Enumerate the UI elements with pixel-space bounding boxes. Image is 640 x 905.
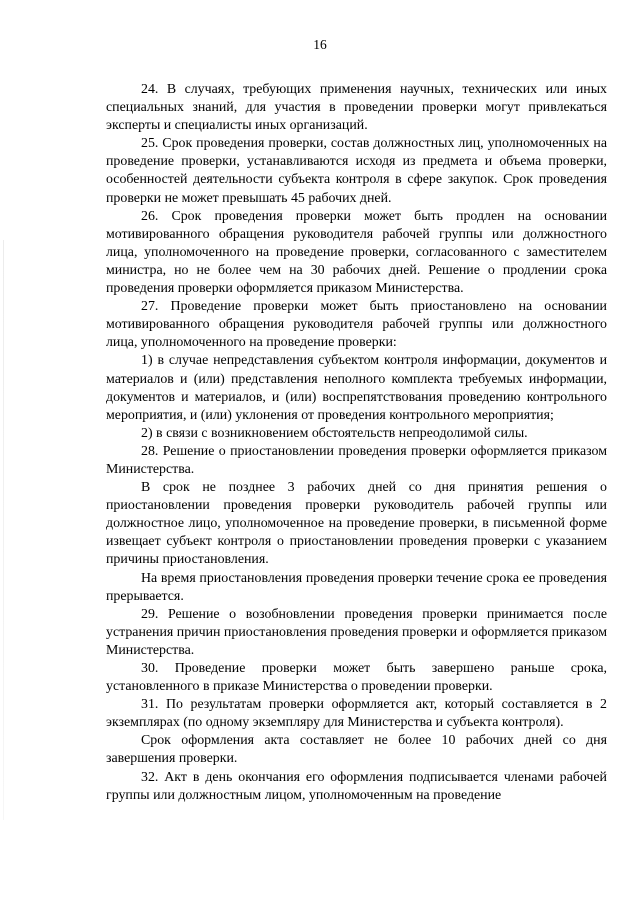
- paragraph-24: 24. В случаях, требующих применения научных, технических или иных специальных знаний, для участия в проведении проверки могут привлекаться эксперты и специалисты иных организаций.: [106, 82, 607, 134]
- paragraph-29: 29. Решение о возобновлении проведения проверки принимается после устранения причин приостановления проведения проверки и оформляется приказом Министерства.: [106, 606, 607, 658]
- paragraph-32: 32. Акт в день окончания его оформления подписывается членами рабочей группы или должностным лицом, уполномоченным на проведение: [106, 769, 607, 803]
- paragraph-31: 31. По результатам проверки оформляется акт, который составляется в 2 экземплярах (по одному экземпляру для Министерства и субъекта контроля).: [106, 697, 607, 731]
- paragraph-28-notice: В срок не позднее 3 рабочих дней со дня принятия решения о приостановлении проведения проверки руководитель рабочей группы или должностное лицо, уполномоченное на проведение проверки, в письменной форме извещает субъект контроля о приостановлении проведения проверки с указанием причины приостановления.: [106, 480, 607, 568]
- paragraph-26: 26. Срок проведения проверки может быть продлен на основании мотивированного обращения руководителя рабочей группы или должностного лица, уполномоченного на проведение проверки, согласованного с заместителем министра, но не более чем на 30 рабочих дней. Решение о продлении срока проведения проверки оформляется приказом Министерства.: [106, 208, 607, 297]
- paragraph-27-item-2: 2) в связи с возникновением обстоятельств непреодолимой силы.: [141, 425, 528, 441]
- paragraph-30: 30. Проведение проверки может быть завершено раньше срока, установленного в приказе Министерства о проведении проверки.: [106, 661, 607, 695]
- document-body: [106, 81, 607, 805]
- paragraph-28: 28. Решение о приостановлении проведения проверки оформляется приказом Министерства.: [106, 443, 607, 477]
- page-number: 16: [313, 37, 327, 52]
- scan-edge: [3, 240, 4, 820]
- paragraph-27-item-1: 1) в случае непредставления субъектом контроля информации, документов и материалов и (или) представления неполного комплекта требуемых информации, документов и материалов, и (или) воспрепятствования проведению контрольного мероприятия, и (или) уклонения от проведения контрольного мероприятия;: [106, 353, 607, 423]
- paragraph-27: 27. Проведение проверки может быть приостановлено на основании мотивированного обращения руководителя рабочей группы или должностного лица, уполномоченного на проведение проверки:: [106, 299, 607, 351]
- paragraph-28-suspension-term: На время приостановления проведения проверки течение срока ее проведения прерывается.: [106, 570, 607, 604]
- paragraph-31-act-term: Срок оформления акта составляет не более 10 рабочих дней со дня завершения проверки.: [106, 733, 607, 767]
- paragraph-25: 25. Срок проведения проверки, состав должностных лиц, уполномоченных на проведение проверки, устанавливаются исходя из предмета и объема проверки, особенностей деятельности субъекта контроля в сфере закупок. Срок проведения проверки не может превышать 45 рабочих дней.: [106, 136, 607, 206]
